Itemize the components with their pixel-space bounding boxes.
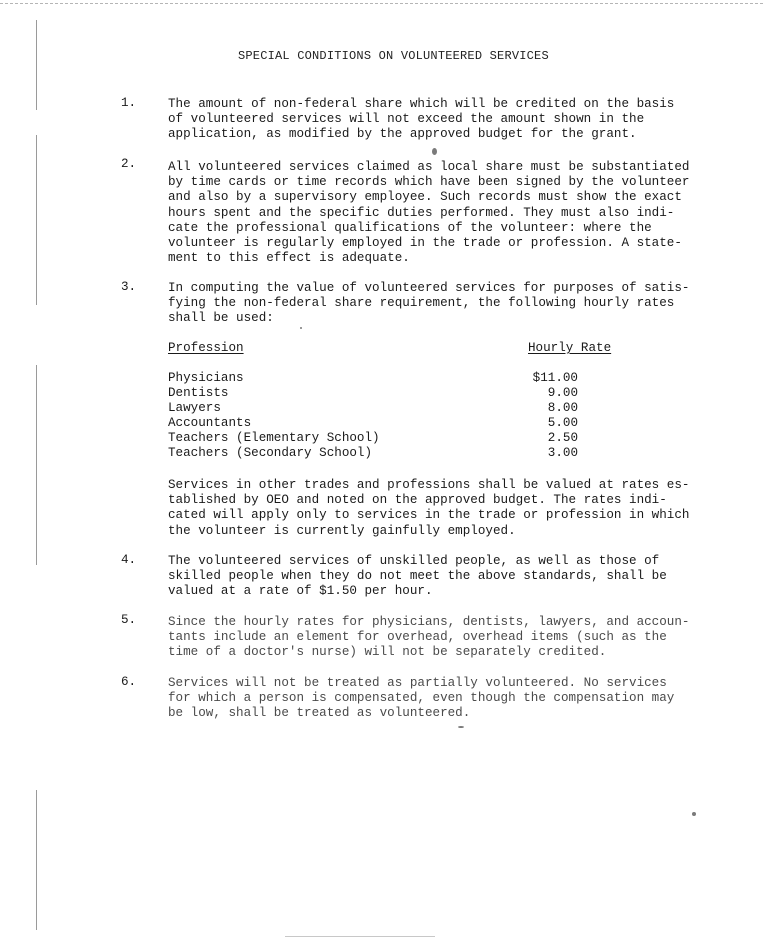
text-line: the volunteer is currently gainfully employed. <box>168 523 516 538</box>
rate-row <box>168 386 578 401</box>
hourly-rate-value: 3.00 <box>547 446 578 460</box>
rate-row <box>168 401 578 416</box>
text-line: shall be used: <box>168 311 274 326</box>
condition-item-6 <box>168 676 698 722</box>
text-line: fying the non-federal share requirement, the following hourly rates <box>168 296 675 311</box>
scan-speck <box>432 148 437 155</box>
hourly-rate-value: $11.00 <box>532 371 578 385</box>
profession-name: Dentists <box>168 386 229 400</box>
text-line: Since the hourly rates for physicians, dentists, lawyers, and accoun- <box>168 615 690 629</box>
text-line: tants include an element for overhead, overhead items (such as the <box>168 630 667 645</box>
scan-speck <box>692 812 696 816</box>
item-number: 5. <box>121 613 137 627</box>
scan-speck <box>300 327 302 329</box>
text-line: cated will apply only to services in the trade or profession in which <box>168 508 690 523</box>
rate-row <box>168 416 578 431</box>
text-line: of volunteered services will not exceed the amount shown in the <box>168 112 645 127</box>
text-line: hours spent and the specific duties performed. They must also indi- <box>168 205 675 220</box>
item-number: 4. <box>121 553 137 567</box>
condition-item-5 <box>168 615 698 661</box>
text-line: volunteer is regularly employed in the trade or profession. A state- <box>168 236 682 251</box>
bottom-edge-mark <box>285 936 435 937</box>
text-line: The volunteered services of unskilled people, as well as those of <box>168 554 660 568</box>
text-line: Services will not be treated as partially volunteered. No services <box>168 676 667 690</box>
text-line: cate the professional qualifications of the volunteer: where the <box>168 220 652 235</box>
item-number: 2. <box>121 157 137 171</box>
hourly-rate-value: 9.00 <box>547 386 578 400</box>
rate-row <box>168 431 578 446</box>
profession-column-header: Profession <box>168 341 244 355</box>
scan-margin-mark <box>36 790 37 930</box>
condition-item-1 <box>168 97 698 143</box>
hourly-rate-value: 5.00 <box>547 416 578 430</box>
text-line: application, as modified by the approved budget for the grant. <box>168 127 637 142</box>
text-line: skilled people when they do not meet the above standards, shall be <box>168 569 667 584</box>
text-line: by time cards or time records which have been signed by the volunteer <box>168 175 690 190</box>
text-line: tablished by OEO and noted on the approved budget. The rates indi- <box>168 493 667 508</box>
condition-item-3 <box>168 281 698 327</box>
text-line: In computing the value of volunteered services for purposes of satis- <box>168 281 690 295</box>
text-line: time of a doctor's nurse) will not be separately credited. <box>168 645 607 660</box>
condition-item-4 <box>168 554 698 600</box>
item-number: 3. <box>121 280 137 294</box>
rate-row <box>168 371 578 386</box>
text-line: valued at a rate of $1.50 per hour. <box>168 584 433 599</box>
text-line: ment to this effect is adequate. <box>168 251 410 266</box>
profession-name: Lawyers <box>168 401 221 415</box>
hourly-rate-value: 8.00 <box>547 401 578 415</box>
scan-margin-mark <box>36 365 37 565</box>
other-trades-paragraph <box>168 478 698 539</box>
text-line: and also by a supervisory employee. Such records must show the exact <box>168 190 682 205</box>
hourly-rate-value: 2.50 <box>547 431 578 445</box>
rate-row <box>168 446 578 461</box>
text-line: be low, shall be treated as volunteered. <box>168 706 471 721</box>
profession-name: Physicians <box>168 371 244 385</box>
scan-speck <box>458 726 464 728</box>
item-number: 6. <box>121 675 137 689</box>
item-number: 1. <box>121 96 137 110</box>
profession-name: Teachers (Elementary School) <box>168 431 380 445</box>
page-title: SPECIAL CONDITIONS ON VOLUNTEERED SERVICES <box>238 49 549 63</box>
condition-item-2 <box>168 160 698 266</box>
hourly-rate-column-header: Hourly Rate <box>528 341 612 355</box>
text-line: for which a person is compensated, even though the compensation may <box>168 691 675 706</box>
text-line: Services in other trades and professions shall be valued at rates es- <box>168 478 690 492</box>
scan-margin-mark <box>36 135 37 305</box>
profession-name: Accountants <box>168 416 252 430</box>
top-perforation-edge <box>0 3 763 4</box>
text-line: All volunteered services claimed as local share must be substantiated <box>168 160 690 174</box>
text-line: The amount of non-federal share which will be credited on the basis <box>168 97 675 111</box>
profession-name: Teachers (Secondary School) <box>168 446 373 460</box>
scan-margin-mark <box>36 20 37 110</box>
